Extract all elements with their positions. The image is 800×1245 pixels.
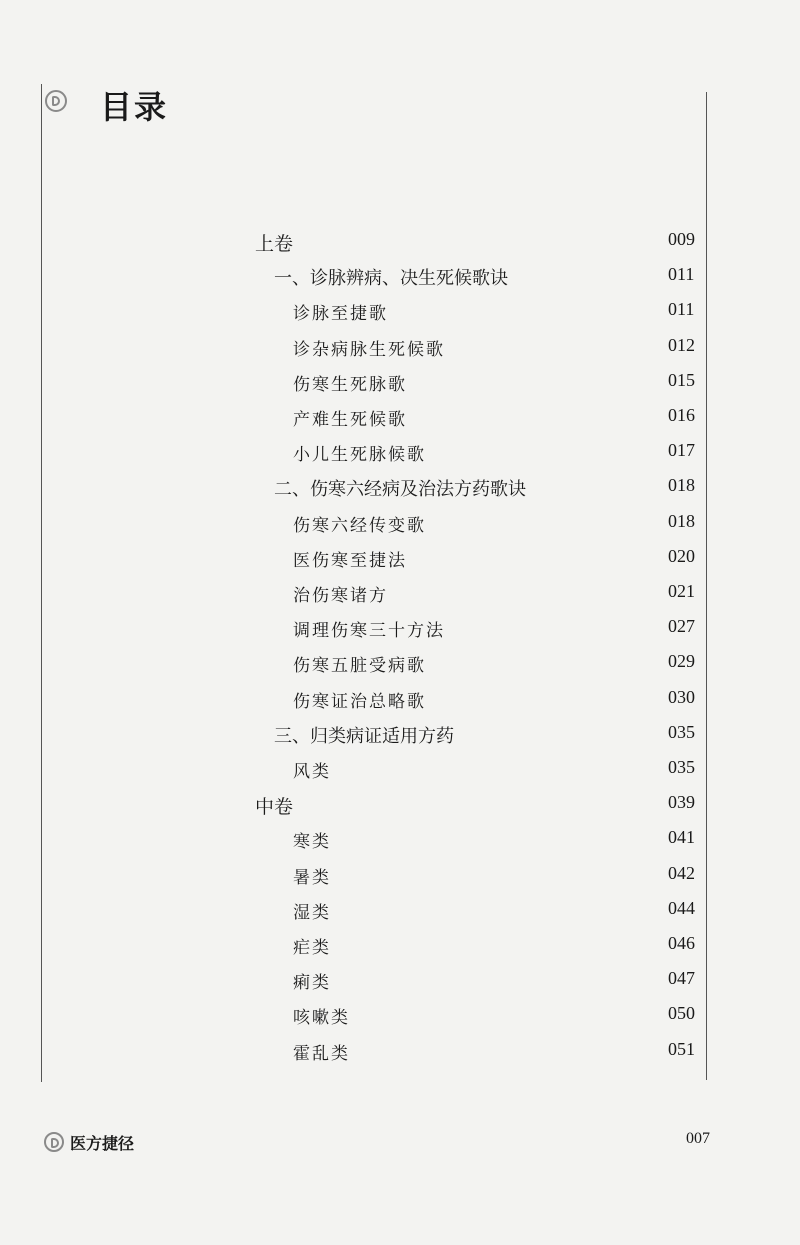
toc-entry-page: 009 <box>668 229 695 249</box>
toc-entry[interactable] <box>0 827 700 857</box>
toc-entry-page: 015 <box>668 370 695 390</box>
toc-entry-label: 二、伤寒六经病及治法方药歌诀 <box>274 479 526 500</box>
toc-entry-page: 021 <box>668 581 695 601</box>
toc-entry[interactable] <box>0 933 700 963</box>
toc-entry[interactable] <box>0 968 700 998</box>
toc-entry-page: 020 <box>668 546 695 566</box>
toc-entry-label: 伤寒证治总略歌 <box>293 692 426 712</box>
toc-entry-page: 027 <box>668 616 695 636</box>
toc-entry[interactable] <box>0 229 700 259</box>
toc-entry[interactable] <box>0 405 700 435</box>
toc-entry-label: 一、诊脉辨病、决生死候歌诀 <box>274 268 508 289</box>
page-title: 目录 <box>100 88 169 126</box>
toc-entry-page: 017 <box>668 440 695 460</box>
toc-entry-page: 035 <box>668 722 695 742</box>
toc-entry-page: 018 <box>668 511 695 531</box>
toc-entry-label: 暑类 <box>293 868 331 888</box>
toc-entry[interactable] <box>0 722 700 752</box>
toc-entry-label: 伤寒五脏受病歌 <box>293 656 426 676</box>
toc-entry[interactable] <box>0 475 700 505</box>
toc-entry[interactable] <box>0 757 700 787</box>
toc-entry-page: 044 <box>668 898 695 918</box>
toc-entry-label: 疟类 <box>293 938 331 958</box>
toc-entry-page: 047 <box>668 968 695 988</box>
toc-entry-label: 三、归类病证适用方药 <box>274 726 454 747</box>
toc-entry[interactable] <box>0 335 700 365</box>
footer-logo-icon <box>44 1132 64 1152</box>
toc-entry-label: 诊脉至捷歌 <box>293 304 388 324</box>
toc-entry[interactable] <box>0 1003 700 1033</box>
toc-entry-page: 035 <box>668 757 695 777</box>
toc-entry-page: 042 <box>668 863 695 883</box>
toc-entry-page: 051 <box>668 1039 695 1059</box>
toc-entry-label: 咳嗽类 <box>293 1008 350 1028</box>
toc-entry[interactable] <box>0 299 700 329</box>
toc-entry-page: 011 <box>668 264 695 284</box>
toc-entry-page: 050 <box>668 1003 695 1023</box>
toc-entry[interactable] <box>0 651 700 681</box>
publisher-logo-icon <box>45 90 67 112</box>
toc-entry-page: 012 <box>668 335 695 355</box>
footer-page-number: 007 <box>686 1130 710 1147</box>
toc-entry-label: 中卷 <box>255 796 294 818</box>
toc-entry-page: 030 <box>668 687 695 707</box>
toc-entry[interactable] <box>0 616 700 646</box>
toc-entry-label: 小儿生死脉候歌 <box>293 445 426 465</box>
toc-entry-label: 寒类 <box>293 832 331 852</box>
toc-entry-page: 039 <box>668 792 695 812</box>
toc-entry[interactable] <box>0 863 700 893</box>
toc-entry-page: 018 <box>668 475 695 495</box>
toc-entry[interactable] <box>0 687 700 717</box>
toc-entry-label: 伤寒六经传变歌 <box>293 516 426 536</box>
toc-entry-label: 调理伤寒三十方法 <box>293 621 445 641</box>
right-margin-rule <box>706 92 707 1080</box>
toc-entry-page: 041 <box>668 827 695 847</box>
toc-entry[interactable] <box>0 1039 700 1069</box>
toc-entry-page: 011 <box>668 299 695 319</box>
toc-entry-label: 治伤寒诸方 <box>293 586 388 606</box>
toc-entry-page: 046 <box>668 933 695 953</box>
toc-entry[interactable] <box>0 511 700 541</box>
toc-entry-page: 016 <box>668 405 695 425</box>
toc-entry[interactable] <box>0 264 700 294</box>
toc-entry-label: 霍乱类 <box>293 1044 350 1064</box>
toc-entry[interactable] <box>0 792 700 822</box>
toc-entry[interactable] <box>0 898 700 928</box>
toc-entry-page: 029 <box>668 651 695 671</box>
toc-entry[interactable] <box>0 546 700 576</box>
toc-entry[interactable] <box>0 370 700 400</box>
toc-entry-label: 风类 <box>293 762 331 782</box>
toc-entry[interactable] <box>0 581 700 611</box>
toc-entry-label: 诊杂病脉生死候歌 <box>293 340 445 360</box>
toc-entry-label: 产难生死候歌 <box>293 410 407 430</box>
toc-entry-label: 湿类 <box>293 903 331 923</box>
toc-entry-label: 医伤寒至捷法 <box>293 551 407 571</box>
toc-entry-label: 伤寒生死脉歌 <box>293 375 407 395</box>
toc-entry[interactable] <box>0 440 700 470</box>
toc-entry-label: 痢类 <box>293 973 331 993</box>
footer-book-title: 医方捷径 <box>70 1134 135 1153</box>
toc-entry-label: 上卷 <box>255 233 294 255</box>
